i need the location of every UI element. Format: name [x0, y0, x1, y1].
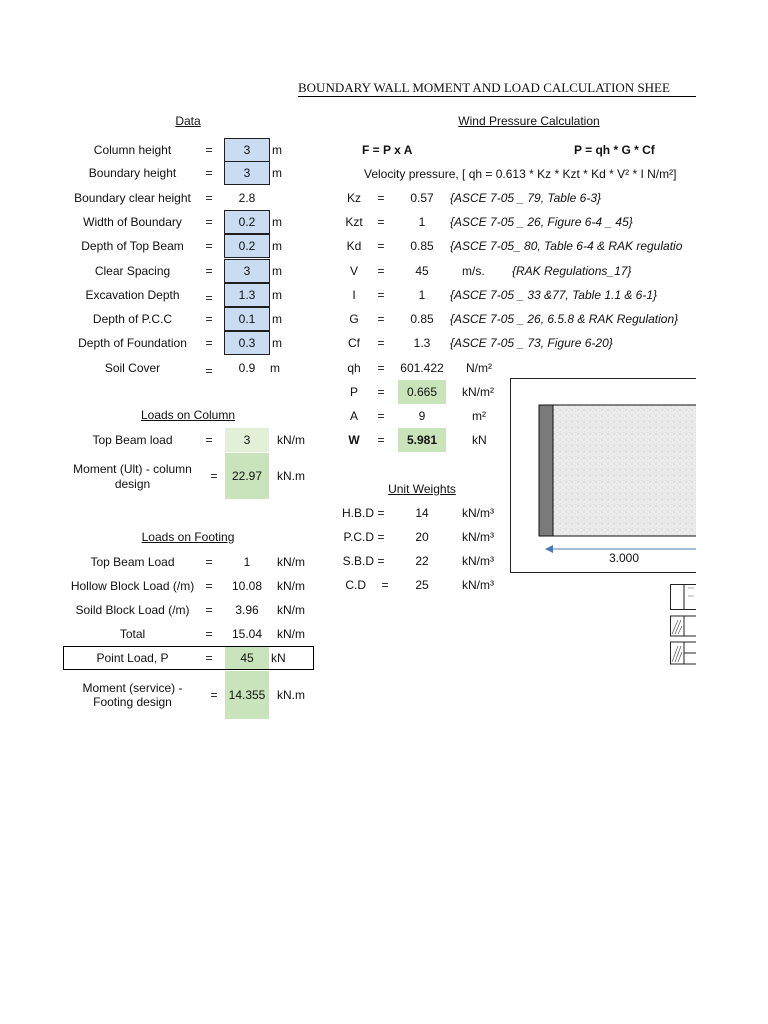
equals-sign: =	[377, 191, 385, 205]
loads-column-heading: Loads on Column	[140, 408, 236, 422]
equals-sign: =	[377, 385, 385, 399]
footing-label-line2: Footing design	[93, 695, 172, 709]
footing-unit: kN/m	[277, 555, 305, 569]
data-unit: m	[272, 336, 282, 350]
unit-weight-symbol: S.B.D	[342, 554, 374, 568]
data-value: 2.8	[238, 191, 256, 205]
wind-reference: {ASCE 7-05 _ 26, 6.5.8 & RAK Regulation}	[450, 312, 679, 326]
wind-reference: {ASCE 7-05 _ 33 &77, Table 1.1 & 6-1}	[450, 288, 658, 302]
wind-symbol: P	[349, 385, 358, 399]
equals-sign: =	[377, 312, 385, 326]
section-detail-svg	[670, 584, 696, 670]
data-label: Depth of Top Beam	[81, 239, 184, 253]
footing-unit: kN/m	[277, 579, 305, 593]
data-label: Depth of Foundation	[78, 336, 187, 350]
wall-elevation-sketch	[510, 378, 696, 573]
equals-sign: =	[377, 239, 385, 253]
data-input-cell[interactable]: 0.1	[224, 307, 270, 331]
wind-symbol: I	[352, 288, 356, 302]
loads-column-unit: kN.m	[277, 469, 305, 483]
equals-sign: =	[205, 312, 213, 326]
equals-sign: =	[377, 530, 385, 544]
equals-sign: =	[205, 291, 213, 305]
equals-sign: =	[377, 288, 385, 302]
loads-column-unit: kN/m	[277, 433, 305, 447]
data-input-cell[interactable]: 1.3	[224, 283, 270, 307]
footing-value: 3.96	[235, 603, 259, 617]
wind-reference: {RAK Regulations_17}	[512, 264, 632, 278]
wind-value: 1	[418, 215, 426, 229]
loads-column-label: Top Beam load	[92, 433, 173, 447]
wind-symbol: Kz	[346, 191, 361, 205]
data-input-cell[interactable]: 3	[224, 259, 270, 283]
velocity-pressure-text: Velocity pressure, [ qh = 0.613 * Kz * Kzt * Kd * V² * I N/m²]	[364, 167, 677, 181]
footing-unit: kN/m	[277, 603, 305, 617]
data-unit: m	[272, 264, 282, 278]
wind-value: 0.57	[410, 191, 434, 205]
wind-value: 601.422	[400, 361, 444, 375]
data-label: Soil Cover	[104, 361, 161, 375]
dimension-arrow-icon	[545, 545, 553, 553]
wind-symbol: Kzt	[345, 215, 363, 229]
formula-pressure: P = qh * G * Cf	[574, 143, 655, 157]
data-unit: m	[272, 143, 282, 157]
data-label: Width of Boundary	[83, 215, 182, 229]
unit-weights-heading: Unit Weights	[388, 482, 456, 496]
loads-column-value: 3	[225, 428, 269, 452]
wind-reference: {ASCE 7-05 _ 79, Table 6-3}	[450, 191, 601, 205]
wind-symbol: G	[349, 312, 359, 326]
footing-value: 1	[243, 555, 251, 569]
wind-unit: m²	[472, 409, 486, 423]
footing-unit: kN.m	[277, 688, 305, 702]
footing-label-line1: Moment (service) -	[82, 681, 183, 695]
data-input-cell[interactable]: 0.2	[224, 210, 270, 234]
equals-sign: =	[377, 361, 385, 375]
wind-heading: Wind Pressure Calculation	[458, 114, 600, 128]
unit-weight-symbol: P.C.D	[343, 530, 374, 544]
section-detail-fragment	[670, 584, 696, 670]
formula-force: F = P x A	[362, 143, 413, 157]
moment-service-value: 14.355	[225, 671, 269, 719]
wind-value: 1	[418, 288, 426, 302]
wind-symbol: A	[349, 409, 358, 423]
data-value: 0.9	[238, 361, 256, 375]
wind-value: 45	[415, 264, 429, 278]
equals-sign: =	[205, 166, 213, 180]
column-section	[539, 405, 553, 536]
wind-symbol: W	[348, 433, 360, 447]
point-load-value: 45	[225, 647, 269, 669]
equals-sign: =	[205, 555, 213, 569]
wind-symbol: Kd	[346, 239, 362, 253]
data-input-cell[interactable]: 0.3	[224, 331, 270, 355]
wind-reference: {ASCE 7-05 _ 73, Figure 6-20}	[450, 336, 613, 350]
sheet-title: BOUNDARY WALL MOMENT AND LOAD CALCULATION SHEE	[298, 80, 696, 97]
equals-sign: =	[205, 627, 213, 641]
data-label: Column height	[93, 143, 172, 157]
wind-symbol: Cf	[348, 336, 360, 350]
data-label: Depth of P.C.C	[92, 312, 173, 326]
loads-column-label-line1: Moment (Ult) - column	[73, 462, 192, 476]
equals-sign: =	[377, 409, 385, 423]
data-unit: m	[272, 215, 282, 229]
equals-sign: =	[377, 336, 385, 350]
unit-weight-value: 22	[415, 554, 429, 568]
footing-unit: kN/m	[277, 627, 305, 641]
equals-sign: =	[377, 264, 385, 278]
data-input-cell[interactable]: 0.2	[224, 234, 270, 258]
footing-label: Point Load, P	[96, 651, 169, 665]
unit-weight-value: 25	[415, 578, 429, 592]
equals-sign: =	[205, 579, 213, 593]
unit-weight-symbol: H.B.D	[341, 506, 374, 520]
wind-symbol: V	[349, 264, 358, 278]
footing-unit: kN	[271, 651, 286, 665]
wind-value: 9	[418, 409, 426, 423]
wind-unit: kN	[472, 433, 487, 447]
equals-sign: =	[210, 688, 218, 702]
unit-weight-value: 20	[415, 530, 429, 544]
footing-label: Total	[119, 627, 146, 641]
wind-value: 0.85	[410, 312, 434, 326]
footing-value: 15.04	[231, 627, 263, 641]
footing-label: Hollow Block Load (/m)	[70, 579, 195, 593]
data-unit: m	[272, 239, 282, 253]
equals-sign: =	[377, 215, 385, 229]
unit-weight-unit: kN/m³	[462, 554, 494, 568]
pressure-result: 0.665	[398, 380, 446, 404]
equals-sign: =	[377, 554, 385, 568]
wind-reference: {ASCE 7-05 _ 26, Figure 6-4 _ 45}	[450, 215, 633, 229]
data-label: Boundary height	[88, 166, 177, 180]
data-input-cell[interactable]: 3	[224, 138, 270, 162]
unit-weight-symbol: C.D	[345, 578, 366, 592]
wind-value: 1.3	[413, 336, 431, 350]
wind-unit: kN/m²	[462, 385, 494, 399]
data-label: Boundary clear height	[74, 191, 191, 205]
unit-weight-unit: kN/m³	[462, 506, 494, 520]
equals-sign: =	[205, 239, 213, 253]
moment-ult-value: 22.97	[225, 453, 269, 499]
wind-unit: N/m²	[466, 361, 492, 375]
data-unit: m	[272, 312, 282, 326]
unit-weight-unit: kN/m³	[462, 578, 494, 592]
equals-sign: =	[205, 264, 213, 278]
footing-label: Top Beam Load	[90, 555, 175, 569]
data-heading: Data	[175, 114, 201, 128]
equals-sign: =	[205, 336, 213, 350]
wind-reference: {ASCE 7-05_ 80, Table 6-4 & RAK regulatio	[450, 239, 683, 253]
data-unit: m	[272, 288, 282, 302]
wall-panel	[553, 405, 696, 536]
data-input-cell[interactable]: 3	[224, 161, 270, 185]
footing-value: 10.08	[231, 579, 263, 593]
loads-footing-heading: Loads on Footing	[141, 530, 235, 544]
equals-sign: =	[381, 578, 389, 592]
dimension-label: 3.000	[608, 551, 640, 565]
equals-sign: =	[205, 603, 213, 617]
loads-column-label-line2: design	[114, 477, 151, 491]
footing-label: Soild Block Load (/m)	[75, 603, 190, 617]
data-unit: m	[270, 361, 280, 375]
equals-sign: =	[205, 433, 213, 447]
equals-sign: =	[205, 651, 213, 665]
unit-weight-value: 14	[415, 506, 429, 520]
wall-sketch-svg	[511, 379, 696, 572]
data-unit: m	[272, 166, 282, 180]
wind-load-result: 5.981	[398, 428, 446, 452]
equals-sign: =	[210, 469, 218, 483]
wind-unit: m/s.	[462, 264, 485, 278]
equals-sign: =	[205, 215, 213, 229]
equals-sign: =	[205, 191, 213, 205]
wind-value: 0.85	[410, 239, 434, 253]
wind-symbol: qh	[347, 361, 361, 375]
data-label: Clear Spacing	[94, 264, 171, 278]
data-label: Excavation Depth	[85, 288, 180, 302]
equals-sign: =	[205, 364, 213, 378]
unit-weight-unit: kN/m³	[462, 530, 494, 544]
equals-sign: =	[205, 143, 213, 157]
equals-sign: =	[377, 506, 385, 520]
equals-sign: =	[377, 433, 385, 447]
